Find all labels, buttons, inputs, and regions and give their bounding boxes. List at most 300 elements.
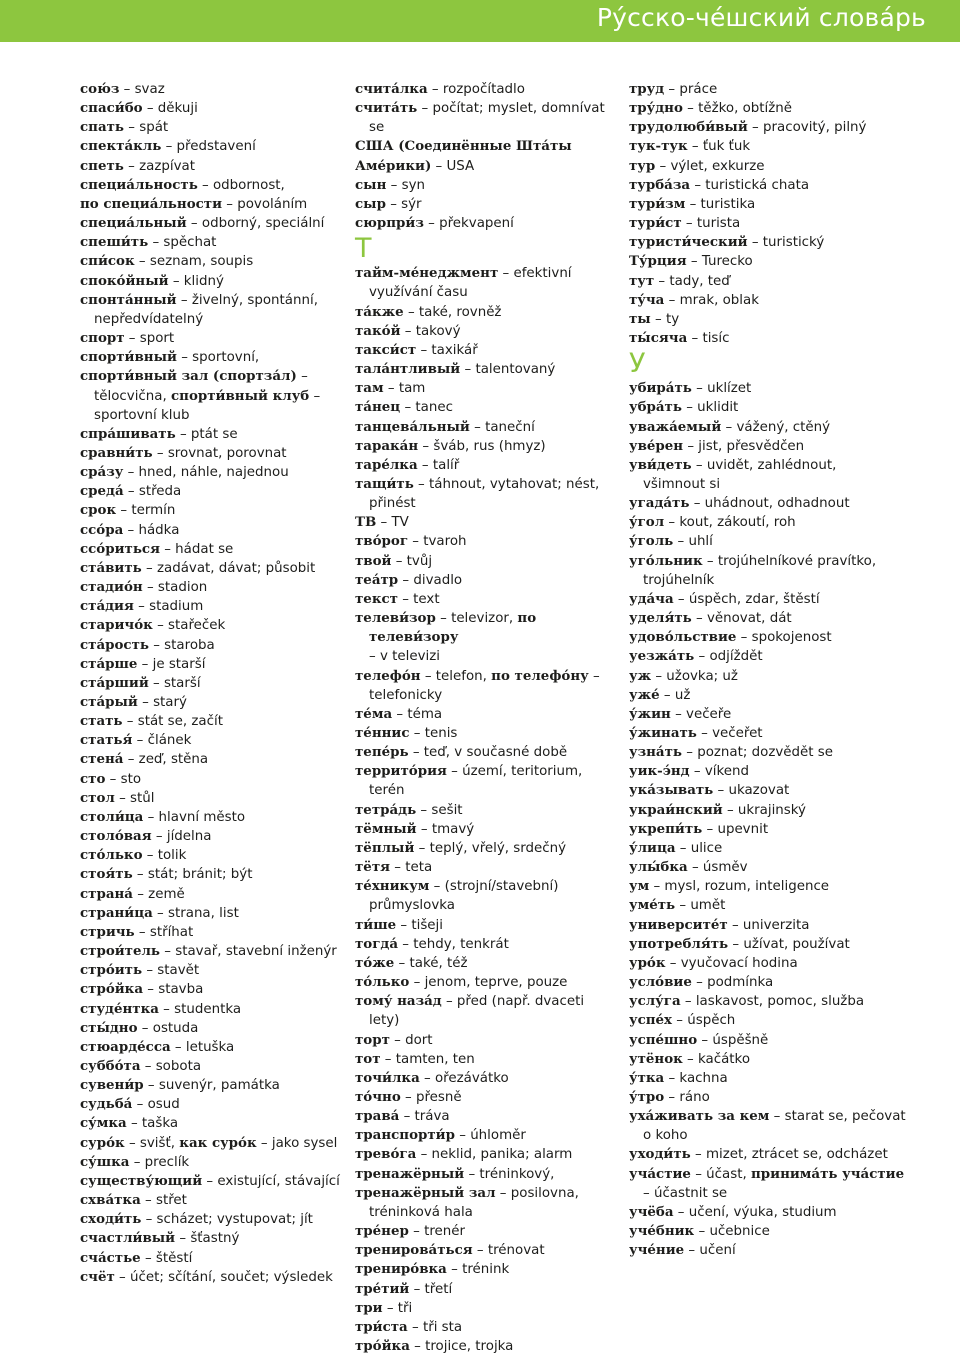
dictionary-entry: спорти́вный – sportovní, (80, 349, 260, 366)
dictionary-entry: узна́ть – poznat; dozvědět se (629, 744, 833, 761)
dictionary-entry: стюарде́сса – letuška (80, 1038, 235, 1055)
dictionary-entry: ста́рый – starý (80, 694, 187, 710)
headword: у́жин (629, 705, 671, 722)
headword: у́гол (629, 514, 665, 531)
dictionary-column-1 (80, 80, 344, 1287)
dictionary-entry: специа́льность – odbornost, (80, 176, 285, 193)
headword: успе́шно (629, 1031, 698, 1048)
dictionary-entry: уве́рен – jist, přesvědčen (629, 437, 805, 454)
headword: спать (80, 119, 125, 136)
dictionary-entry: успе́х – úspěch (629, 1012, 736, 1029)
dictionary-entry: сувени́р – suvenýr, památka (80, 1077, 280, 1094)
section-letter: Т (355, 233, 372, 265)
dictionary-entry: тала́нтливый – talentovaný (355, 361, 556, 378)
headword: уходи́ть (629, 1146, 691, 1163)
headword: тур (629, 157, 656, 174)
headword: тре́тий (355, 1280, 410, 1297)
headword: спи́сок (80, 253, 135, 270)
headword: сча́стье (80, 1249, 141, 1266)
headword: тащи́ть (355, 475, 414, 492)
dictionary-entry: телефо́н – telefon, по телефо́ну – (355, 667, 600, 684)
headword: те́ма (355, 705, 393, 722)
dictionary-entry: sportovní klub (94, 407, 190, 423)
dictionary-entry: специа́льный – odborný, speciální (80, 215, 325, 232)
header-bar (0, 0, 960, 42)
dictionary-entry: страни́ца – strana, list (80, 904, 239, 921)
dictionary-entry: учёба – učení, výuka, studium (629, 1203, 837, 1220)
headword: торт (355, 1031, 390, 1048)
dictionary-entry: сравни́ть – srovnat, porovnat (80, 444, 287, 461)
dictionary-entry: уго́льник – trojúhelníkové pravítko, (629, 552, 877, 569)
dictionary-entry: уро́к – vyučovací hodina (629, 954, 798, 971)
dictionary-entry: уж – užovka; už (629, 667, 738, 684)
headword: сравни́ть (80, 444, 153, 461)
headword: туристи́ческий (629, 234, 748, 251)
headword: ста́рость (80, 636, 149, 653)
headword: по телефо́ну (491, 667, 589, 684)
dictionary-entry: уче́бник – učebnice (629, 1223, 770, 1240)
headword: споко́йный (80, 272, 169, 289)
dictionary-entry: уделя́ть – věnovat, dát (629, 610, 792, 627)
headword: тетра́дь (355, 801, 417, 818)
dictionary-entry: то́чно – přesně (355, 1088, 462, 1105)
dictionary-entry: спонта́нный – živelný, spontánní, (80, 291, 318, 308)
headword: спекта́кль (80, 138, 162, 155)
headword: тури́зм (629, 195, 686, 212)
headword: турба́за (629, 176, 691, 193)
dictionary-entry: уви́деть – uvidět, zahlédnout, (629, 456, 837, 473)
headword: сходи́ть (80, 1211, 142, 1228)
headword: уезжа́ть (629, 648, 695, 665)
headword: точи́лка (355, 1069, 420, 1086)
headword: узна́ть (629, 744, 682, 761)
headword: тарака́н (355, 437, 419, 454)
headword: тво́рог (355, 533, 409, 550)
headword: сувени́р (80, 1077, 144, 1094)
dictionary-entry: ТВ – TV (355, 514, 409, 531)
headword: специа́льный (80, 215, 187, 232)
dictionary-entry: укрепи́ть – upevnit (629, 820, 769, 837)
dictionary-entry: тре́нер – trenér (355, 1223, 466, 1240)
headword: то́же (355, 954, 395, 971)
dictionary-entry: у́тро – ráno (629, 1088, 710, 1105)
dictionary-entry: стадио́н – stadion (80, 579, 208, 596)
headword: сюрпри́з (355, 215, 424, 232)
dictionary-entry: уик-э́нд – víkend (629, 763, 749, 780)
headword: то́лько (355, 974, 410, 991)
dictionary-entry: тепе́рь – teď, v současné době (355, 744, 568, 761)
dictionary-entry: тво́рог – tvaroh (355, 533, 467, 550)
headword: стоя́ть (80, 866, 133, 883)
headword: у́тка (629, 1069, 665, 1086)
dictionary-entry: ти́ше – tišeji (355, 916, 443, 933)
headword: как суро́к (179, 1134, 257, 1151)
headword: счёт (80, 1268, 115, 1285)
headword: су́мка (80, 1115, 127, 1132)
dictionary-entry: спорти́вный зал (спортза́л) – (80, 368, 308, 385)
headword: ссо́ра (80, 521, 124, 538)
headword: по телеви́зору (369, 610, 537, 646)
dictionary-entry: – účastnit se (643, 1185, 728, 1201)
headword: сто (80, 770, 106, 787)
dictionary-entry: сто – sto (80, 770, 142, 787)
dictionary-entry: счита́ть – počítat; myslet, domnívat se (355, 100, 605, 136)
headword: ты (629, 310, 651, 327)
headword: счита́ть (355, 100, 418, 117)
dictionary-entry: спеши́ть – spěchat (80, 234, 217, 251)
headword: ум (629, 878, 650, 895)
dictionary-entry: o koho (643, 1128, 688, 1144)
dictionary-entry: тру́дно – těžko, obtížně (629, 100, 793, 117)
dictionary-entry: všimnout si (643, 476, 721, 492)
headword: статья́ (80, 732, 133, 749)
dictionary-entry: уже́ – už (629, 686, 691, 703)
headword: трудолюби́вый (629, 119, 748, 136)
dictionary-entry: тако́й – takový (355, 322, 461, 339)
dictionary-entry: тогда́ – tehdy, tenkrát (355, 935, 509, 952)
dictionary-entry: уходи́ть – mizet, ztrácet se, odcházet (629, 1146, 888, 1163)
headword: по специа́льности (80, 195, 223, 212)
headword: у́лица (629, 839, 676, 856)
dictionary-entry: ука́зывать – ukazovat (629, 782, 790, 799)
headword: суро́к (80, 1134, 125, 1151)
headword: спеши́ть (80, 234, 149, 251)
dictionary-entry: столо́вая – jídelna (80, 828, 212, 845)
dictionary-entry: трениро́вка – trénink (355, 1261, 510, 1278)
headword: студе́нтка (80, 1000, 159, 1017)
headword: уро́к (629, 954, 666, 971)
dictionary-entry: текст – text (355, 590, 440, 607)
headword: ста́дия (80, 598, 134, 615)
dictionary-entry: су́шка – preclík (80, 1153, 190, 1170)
dictionary-entry: спать – spát (80, 119, 169, 136)
dictionary-entry: телеви́зор – televizor, по телеви́зору (355, 610, 537, 646)
dictionary-entry: тренажёрный зал – posilovna, (355, 1184, 579, 1201)
dictionary-entry: сюрпри́з – překvapení (355, 215, 514, 232)
dictionary-entry: украи́нский – ukrajinský (629, 801, 806, 818)
headword: тренирова́ться (355, 1242, 473, 1259)
headword: у́жинать (629, 725, 697, 741)
dictionary-entry: ста́вить – zadávat, dávat; působit (80, 559, 316, 576)
dictionary-entry: то́же – také, též (355, 954, 468, 971)
headword: уве́рен (629, 437, 684, 454)
dictionary-entry: трево́га – neklid, panika; alarm (355, 1146, 573, 1163)
dictionary-entry: су́мка – taška (80, 1115, 179, 1132)
dictionary-entry: тут – tady, teď (629, 272, 730, 289)
headword: употребля́ть (629, 935, 729, 952)
dictionary-entry: тот – tamten, ten (355, 1050, 475, 1067)
headword: труд (629, 81, 665, 97)
dictionary-entry: у́жин – večeře (629, 705, 732, 722)
headword: спорт (80, 330, 125, 347)
dictionary-entry: три – tři (355, 1299, 413, 1316)
headword: тёмный (355, 820, 417, 837)
dictionary-entry: такси́ст – taxikář (355, 341, 478, 358)
headword: там (355, 380, 384, 397)
dictionary-entry: сра́зу – hned, náhle, najednou (80, 464, 289, 481)
headword: тури́ст (629, 215, 682, 232)
headword: уча́стие (629, 1165, 691, 1182)
headword: стричь (80, 923, 135, 940)
headword: украи́нский (629, 801, 723, 818)
headword: уго́льник (629, 552, 703, 569)
dictionary-entry: стро́йка – stavba (80, 981, 204, 998)
headword: спеть (80, 157, 124, 174)
dictionary-entry: та́нец – tanec (355, 399, 453, 416)
headword: тук-тук (629, 138, 688, 155)
dictionary-entry: уча́стие – účast, принима́ть уча́стие (629, 1165, 905, 1182)
dictionary-entry: точи́лка – ořezávátko (355, 1069, 509, 1086)
dictionary-entry: употребля́ть – užívat, používat (629, 935, 850, 952)
dictionary-entry: ты́сяча – tisíc (629, 330, 730, 347)
dictionary-entry: трава́ – tráva (355, 1108, 450, 1125)
headword: Ту́рция (629, 253, 687, 270)
headword: угада́ть (629, 495, 690, 512)
headword: учёба (629, 1203, 674, 1220)
headword: та́нец (355, 399, 401, 416)
headword: тру́дно (629, 100, 683, 117)
dictionary-entry: ум – mysl, rozum, inteligence (629, 878, 830, 895)
dictionary-entry: труд – práce (629, 81, 718, 97)
dictionary-entry: счита́лка – rozpočítadlo (355, 81, 525, 97)
headword: стол (80, 789, 115, 806)
dictionary-entry: торт – dort (355, 1031, 433, 1048)
dictionary-entry: ты – ty (629, 310, 680, 327)
dictionary-entry: trojúhelník (643, 572, 715, 588)
dictionary-entry: тёмный – tmavý (355, 820, 475, 837)
dictionary-entry: столи́ца – hlavní město (80, 808, 246, 825)
dictionary-entry: счастли́вый – šťastný (80, 1230, 240, 1247)
dictionary-entry: споко́йный – klidný (80, 272, 224, 289)
headword: спаси́бо (80, 100, 143, 117)
headword: схва́тка (80, 1192, 141, 1209)
dictionary-entry: průmyslovka (369, 898, 455, 914)
dictionary-entry: теа́тр – divadlo (355, 571, 463, 588)
dictionary-entry: три́ста – tři sta (355, 1318, 463, 1335)
dictionary-entry: тури́ст – turista (629, 215, 741, 232)
headword: сою́з (80, 81, 120, 97)
dictionary-entry: ссо́ра – hádka (80, 521, 180, 538)
headword: террито́рия (355, 763, 447, 780)
dictionary-entry: уче́ние – učení (629, 1242, 736, 1259)
headword: счита́лка (355, 81, 428, 97)
dictionary-entry: сто́лько – tolik (80, 847, 187, 864)
headword: спонта́нный (80, 291, 177, 308)
headword: строи́тель (80, 943, 161, 960)
dictionary-entry: те́ннис – tenis (355, 725, 458, 741)
headword: три (355, 1299, 383, 1316)
dictionary-entry: тарака́н – šváb, rus (hmyz) (355, 437, 546, 454)
headword: улы́бка (629, 859, 688, 876)
dictionary-entry: ста́рость – staroba (80, 636, 215, 653)
dictionary-entry: трудолюби́вый – pracovitý, pilný (629, 119, 867, 136)
headword: ти́ше (355, 916, 397, 933)
dictionary-entry: террито́рия – území, teritorium, terén (355, 763, 583, 799)
headword: суббо́та (80, 1057, 141, 1074)
headword: уха́живать за кем (629, 1108, 770, 1125)
headword: страна́ (80, 885, 133, 902)
dictionary-entry: утёнок – kačátko (629, 1050, 751, 1067)
headword: стро́йка (80, 981, 144, 998)
dictionary-entry: тому́ наза́д – před (např. dvaceti lety) (355, 993, 585, 1029)
dictionary-entry: сою́з – svaz (80, 81, 165, 97)
dictionary-entry: Аме́рики) – USA (355, 157, 475, 174)
headword: укрепи́ть (629, 820, 703, 837)
headword: ука́зывать (629, 782, 714, 799)
headword: стена́ (80, 751, 124, 768)
dictionary-entry: nepředvídatelný (94, 311, 204, 327)
headword: спра́шивать (80, 425, 176, 442)
headword: услу́га (629, 993, 681, 1010)
headword: уже́ (629, 686, 660, 703)
headword: утёнок (629, 1050, 683, 1067)
dictionary-entry: убира́ть – uklízet (629, 380, 752, 397)
dictionary-entry: там – tam (355, 380, 426, 397)
headword: ТВ (355, 514, 377, 531)
dictionary-entry (355, 137, 617, 156)
headword: три́ста (355, 1318, 408, 1335)
headword: транспорти́р (355, 1127, 455, 1144)
dictionary-entry: спорт – sport (80, 330, 175, 347)
dictionary-entry: среда́ – středa (80, 483, 182, 500)
headword: судьба́ (80, 1096, 133, 1113)
dictionary-entry: успе́шно – úspěšně (629, 1031, 769, 1048)
headword: тренажёрный зал (355, 1184, 496, 1201)
headword: уме́ть (629, 897, 676, 914)
dictionary-entry: спеть – zazpívat (80, 157, 195, 174)
dictionary-entry: стена́ – zeď, stěna (80, 751, 209, 768)
dictionary-entry: угада́ть – uhádnout, odhadnout (629, 495, 850, 512)
headword: усло́вие (629, 974, 692, 991)
dictionary-entry: ту́ча – mrak, oblak (629, 291, 759, 308)
dictionary-entry: те́хникум – (strojní/stavební) (355, 878, 559, 895)
dictionary-entry: студе́нтка – studentka (80, 1000, 242, 1017)
dictionary-entry: стро́ить – stavět (80, 962, 200, 979)
dictionary-entry: ста́рший – starší (80, 674, 201, 691)
headword: текст (355, 590, 398, 607)
dictionary-entry: тренажёрный – tréninkový, (355, 1165, 555, 1182)
headword: теа́тр (355, 571, 399, 588)
dictionary-entry: přinést (369, 496, 416, 512)
dictionary-entry: спи́сок – seznam, soupis (80, 253, 254, 270)
headword: та́кже (355, 303, 404, 320)
headword: убра́ть (629, 399, 682, 416)
headword: ста́вить (80, 559, 142, 576)
dictionary-entry: счёт – účet; sčítání, součet; výsledek (80, 1268, 333, 1285)
headword: стюарде́сса (80, 1038, 171, 1055)
dictionary-entry: та́кже – také, rovněž (355, 303, 502, 320)
dictionary-entry: сты́дно – ostuda (80, 1019, 199, 1036)
dictionary-entry: стол – stůl (80, 789, 155, 806)
dictionary-entry: тайм-ме́неджмент – efektivní (355, 265, 572, 282)
dictionary-entry: тури́зм – turistika (629, 195, 756, 212)
headword: тако́й (355, 322, 401, 339)
headword: спорти́вный зал (спортза́л) (80, 368, 297, 385)
dictionary-entry: ста́дия – stadium (80, 598, 204, 615)
dictionary-entry: tréninková hala (369, 1204, 473, 1220)
dictionary-entry: улы́бка – úsměv (629, 859, 748, 876)
headword: такси́ст (355, 341, 417, 358)
headword: тайм-ме́неджмент (355, 265, 499, 282)
headword: тогда́ (355, 935, 399, 952)
headword: столи́ца (80, 808, 144, 825)
dictionary-entry: уме́ть – umět (629, 897, 726, 914)
dictionary-entry: транспорти́р – úhloměr (355, 1127, 526, 1144)
headword: тому́ наза́д (355, 993, 442, 1010)
dictionary-entry: ссо́риться – hádat se (80, 540, 234, 557)
headword: трениро́вка (355, 1261, 447, 1278)
dictionary-entry: tělocvična, спорти́вный клуб – (94, 387, 321, 404)
dictionary-entry: тащи́ть – táhnout, vytahovat; nést, (355, 475, 600, 492)
headword: таре́лка (355, 456, 418, 473)
headword: ты́сяча (629, 330, 688, 347)
dictionary-entry: у́тка – kachna (629, 1069, 728, 1086)
headword: тре́нер (355, 1223, 409, 1240)
headword: столо́вая (80, 828, 152, 845)
dictionary-entry: у́голь – uhlí (629, 533, 713, 550)
dictionary-entry: у́лица – ulice (629, 839, 723, 856)
dictionary-entry: тренирова́ться – trénovat (355, 1242, 545, 1259)
dictionary-entry: сходи́ть – scházet; vystupovat; jít (80, 1211, 313, 1228)
headword: те́ннис (355, 725, 410, 741)
headword: спорти́вный клуб (170, 387, 310, 404)
headword: США (Соединённые Шта́ты (355, 138, 572, 155)
headword: стадио́н (80, 579, 143, 596)
headword: то́чно (355, 1088, 401, 1105)
dictionary-entry: университе́т – univerzita (629, 916, 810, 933)
dictionary-entry: сыр – sýr (355, 195, 422, 212)
dictionary-entry: удово́льствие – spokojenost (629, 629, 832, 646)
headword: трава́ (355, 1108, 400, 1125)
dictionary-column-3 (629, 80, 929, 1260)
dictionary-entry: то́лько – jenom, teprve, pouze (355, 974, 568, 991)
headword: су́шка (80, 1153, 130, 1170)
dictionary-entry: сча́стье – štěstí (80, 1249, 193, 1266)
dictionary-entry: у́гол – kout, zákoutí, roh (629, 514, 796, 531)
section-letter: У (629, 348, 646, 380)
dictionary-entry: сын – syn (355, 176, 425, 193)
headword: счастли́вый (80, 1230, 176, 1247)
headword: уважа́емый (629, 418, 722, 435)
dictionary-entry: спаси́бо – děkuji (80, 100, 198, 117)
headword: тала́нтливый (355, 361, 461, 378)
headword: сын (355, 176, 387, 193)
dictionary-entry: таре́лка – talíř (355, 456, 460, 473)
dictionary-entry: статья́ – článek (80, 732, 192, 749)
dictionary-entry: у́жинать – večeřet (629, 725, 763, 741)
headword: сра́зу (80, 464, 124, 481)
dictionary-entry: те́ма – téma (355, 705, 443, 722)
dictionary-entry: уха́живать за кем – starat se, pečovat (629, 1108, 906, 1125)
headword: стро́ить (80, 962, 143, 979)
headword: существу́ющий (80, 1172, 203, 1189)
dictionary-entry: туристи́ческий – turistický (629, 234, 825, 251)
headword: ссо́риться (80, 540, 160, 557)
headword: телеви́зор (355, 610, 436, 627)
dictionary-entry: уезжа́ть – odjíždět (629, 648, 763, 665)
dictionary-entry: уважа́емый – vážený, ctěný (629, 418, 831, 435)
dictionary-entry: спра́шивать – ptát se (80, 425, 238, 442)
headword: Аме́рики) (355, 157, 432, 174)
dictionary-entry: суро́к – svišť, как суро́к – jako sysel (80, 1134, 338, 1151)
headword: танцева́льный (355, 418, 470, 435)
dictionary-column-2 (355, 80, 617, 1356)
dictionary-entry: схва́тка – střet (80, 1192, 187, 1209)
headword: тро́йка (355, 1338, 410, 1354)
headword: среда́ (80, 483, 124, 500)
dictionary-entry: судьба́ – osud (80, 1096, 180, 1113)
dictionary-entry: тро́йка – trojice, trojka (355, 1338, 514, 1354)
